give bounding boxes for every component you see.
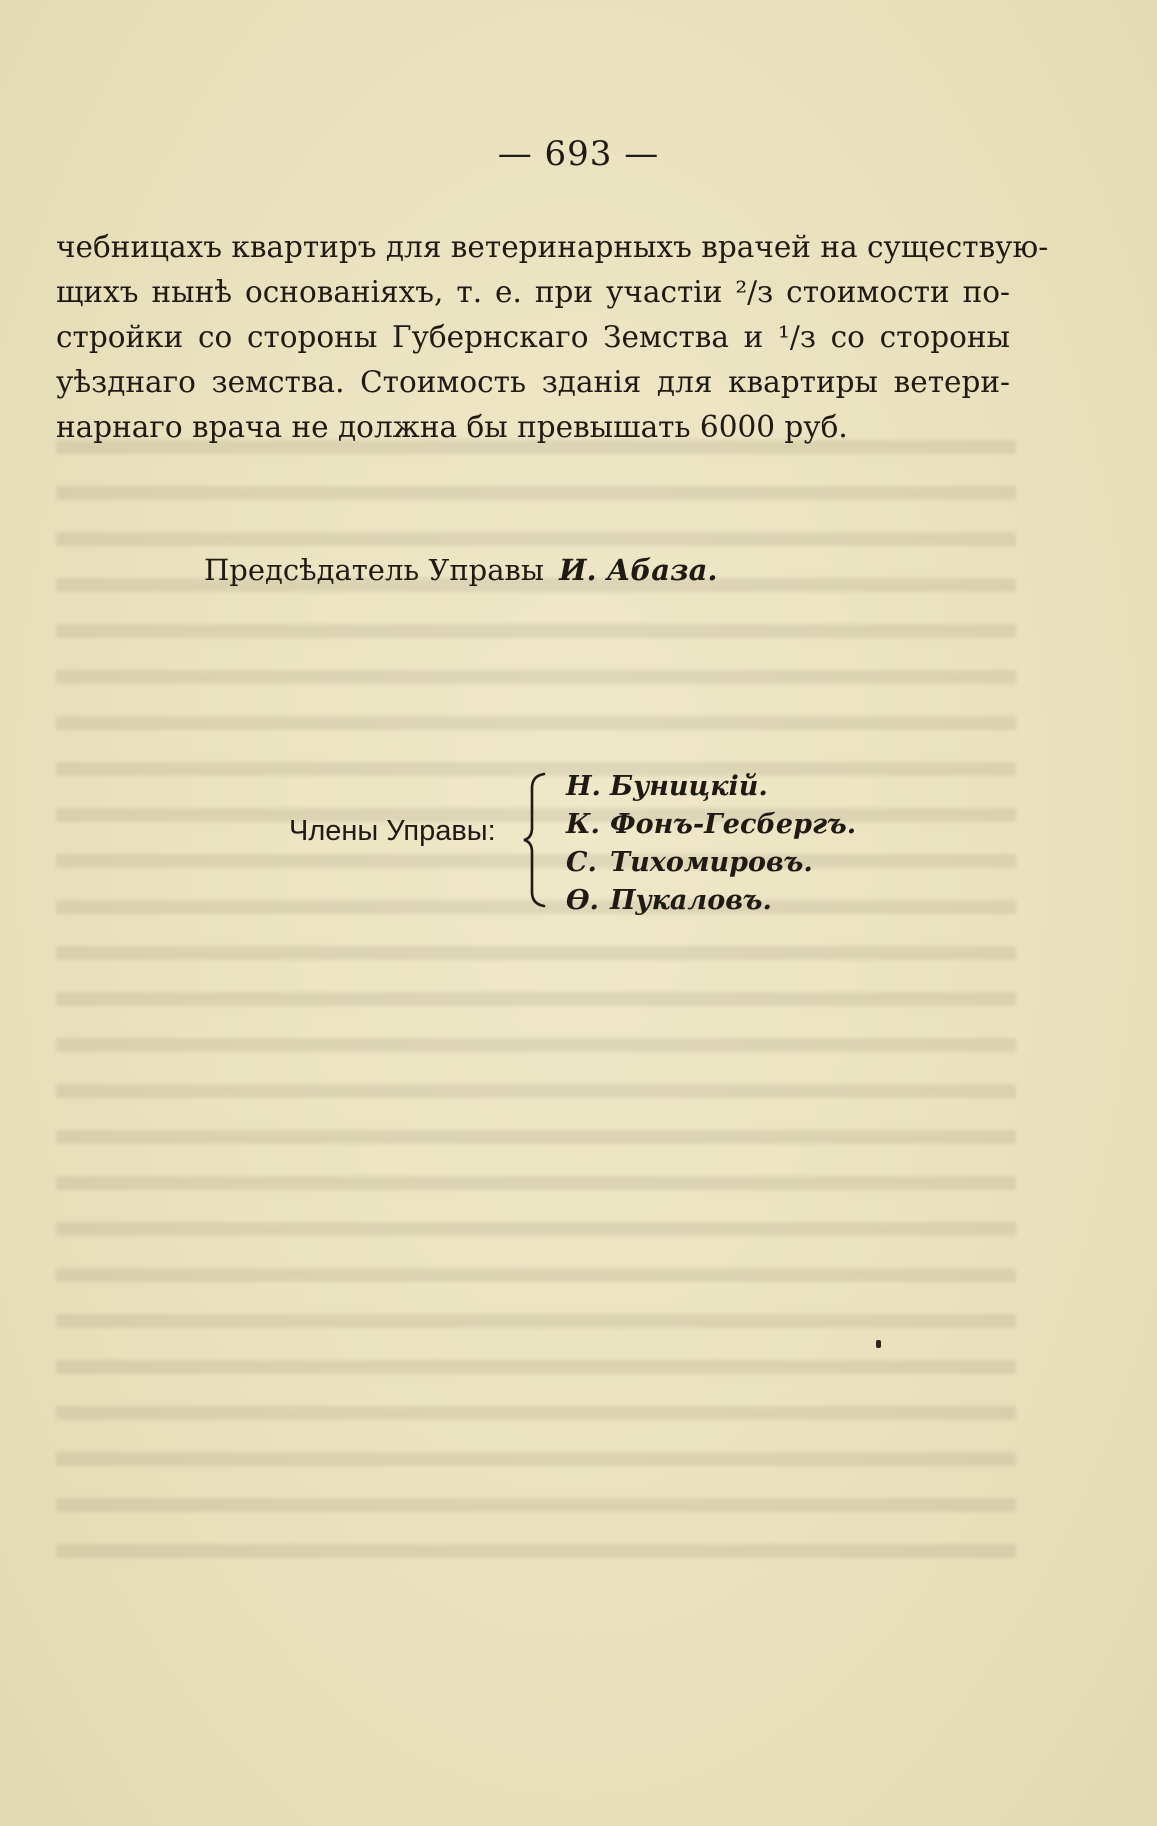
chairman-signature	[204, 553, 718, 587]
member-surname: Фонъ-Гесбергъ.	[610, 809, 857, 840]
member-surname: Пукаловъ.	[610, 885, 772, 916]
member-surname: Тихомировъ.	[610, 847, 813, 878]
member-item	[566, 806, 856, 844]
members-list	[566, 768, 856, 920]
member-item	[566, 882, 856, 920]
members-label: Члены Управы:	[289, 815, 496, 847]
body-line: уѣзднаго земства. Стоимость зданія для квартиры ветери-	[56, 365, 1010, 399]
member-item	[566, 844, 856, 882]
body-paragraph	[56, 225, 1049, 450]
show-through-texture	[56, 440, 1016, 1590]
member-surname: Буницкій.	[610, 771, 768, 802]
chairman-name: И. Абаза.	[559, 553, 718, 587]
member-initial: Ѳ.	[566, 885, 599, 916]
page-number: — 693 —	[497, 134, 660, 174]
member-initial: С.	[566, 847, 597, 878]
member-initial: Н.	[566, 771, 601, 802]
body-line: чебницахъ квартиръ для ветеринарныхъ врачей на существую-	[56, 230, 1049, 264]
ink-speck	[876, 1340, 881, 1348]
chairman-title: Предсѣдатель Управы	[204, 553, 544, 587]
member-item	[566, 768, 856, 806]
body-line: щихъ нынѣ основаніяхъ, т. е. при участіи ²/з стоимости по-	[56, 275, 1010, 309]
curly-brace-icon	[522, 772, 548, 908]
member-initial: К.	[566, 809, 600, 840]
body-line: стройки со стороны Губернскаго Земства и ¹/з со стороны	[56, 320, 1010, 354]
body-line: нарнаго врача не должна бы превышать 6000 руб.	[56, 410, 848, 444]
